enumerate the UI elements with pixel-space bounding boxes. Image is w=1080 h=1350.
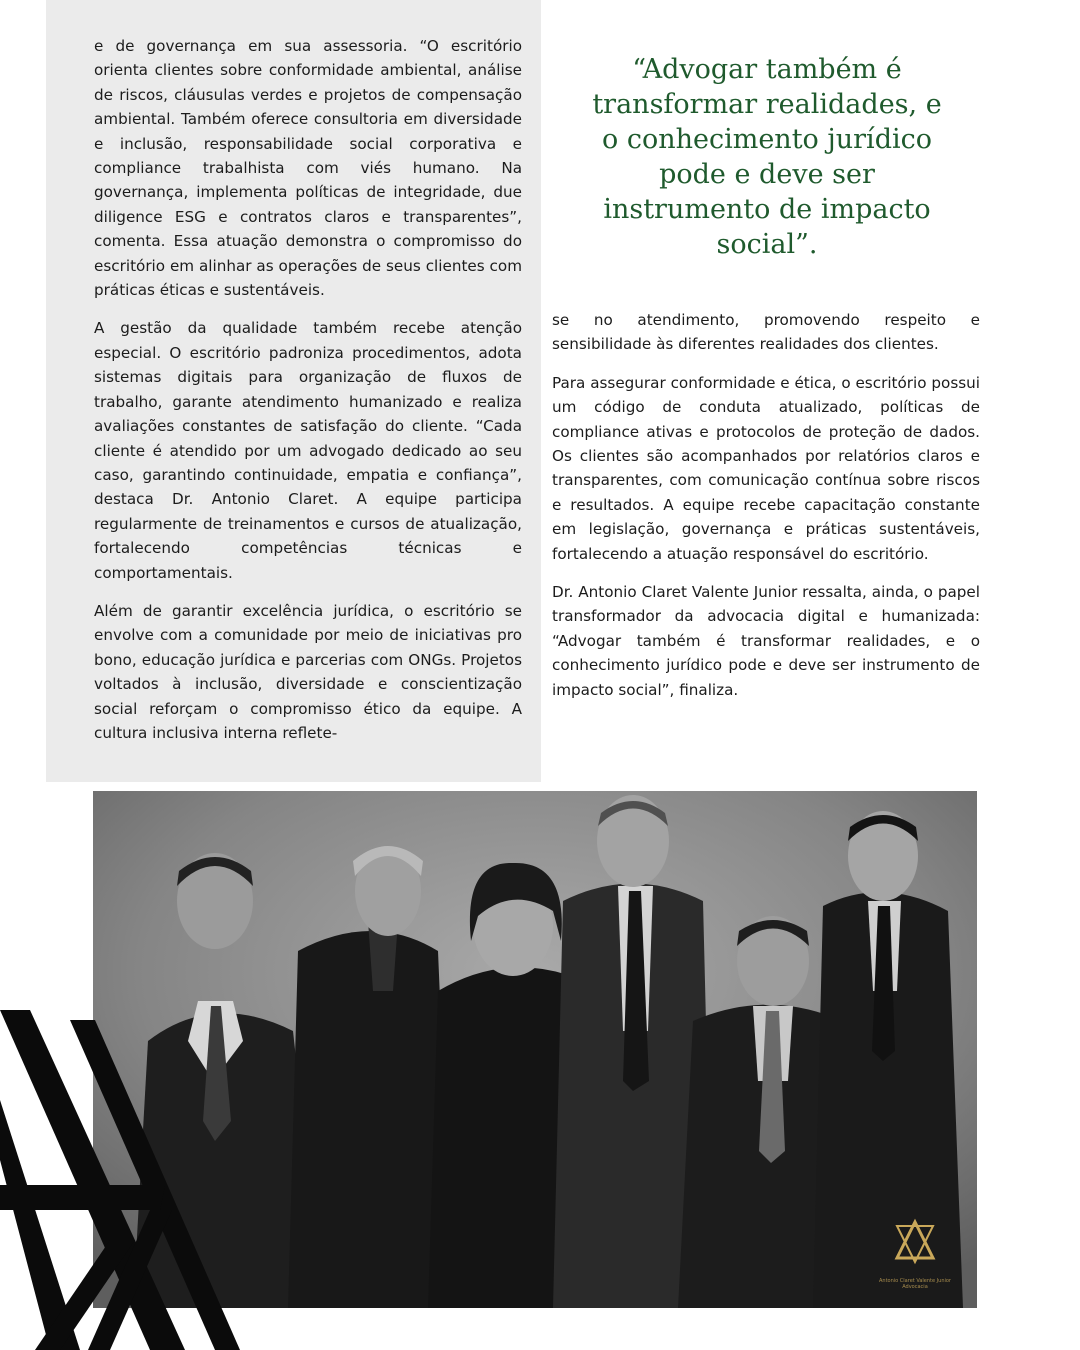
firm-emblem-icon: [891, 1218, 939, 1266]
right-text-column: [552, 308, 980, 716]
ax-logo-icon: [0, 1010, 240, 1350]
paragraph: Para assegurar conformidade e ética, o escritório possui um código de conduta atualizado, políticas de compliance ativas e protocolos de proteção de dados. Os clientes são acompanhados por relatórios claros e transparentes, com comunicação contínua sobre riscos e resultados. A equipe recebe capacitação constante em legislação, governança e práticas sustentáveis, fortalecendo a atuação responsável do escritório.: [552, 373, 980, 563]
paragraph: e de governança em sua assessoria. “O escritório orienta clientes sobre conformidade ambiental, análise de riscos, cláusulas verdes e projetos de compensação ambiental. Também oferece consultoria em diversidade e inclusão, responsabilidade social corporativa e compliance trabalhista com viés humano. Na governança, implementa políticas de integridade, due diligence ESG e contratos claros e transparentes”, comenta. Essa atuação demonstra o compromisso do escritório em alinhar as operações de seus clientes com práticas éticas e sustentáveis.: [94, 37, 522, 300]
paragraph: se no atendimento, promovendo respeito e sensibilidade às diferentes realidades dos clientes.: [552, 311, 980, 354]
paragraph: Dr. Antonio Claret Valente Junior ressalta, ainda, o papel transformador da advocacia digital e humanizada: “Advogar também é transformar realidades, e o conhecimento jurídico pode e deve ser instrumento de impacto social”, finaliza.: [552, 583, 980, 699]
paragraph: A gestão da qualidade também recebe atenção especial. O escritório padroniza procedimentos, adota sistemas digitais para organização de fluxos de trabalho, garante atendimento humanizado e realiza avaliações constantes de satisfação do cliente. “Cada cliente é atendido por um advogado dedicado ao seu caso, garantindo continuidade, empatia e confiança”, destaca Dr. Antonio Claret. A equipe participa regularmente de treinamentos e cursos de atualização, fortalecendo competências técnicas e comportamentais.: [94, 319, 522, 582]
pull-quote: “Advogar também é transformar realidades, e o conhecimento jurídico pode e deve ser instrumento de impacto social”.: [592, 54, 942, 260]
emblem-caption: Antonio Claret Valente Junior Advocacia: [878, 1278, 951, 1290]
left-text-column: [94, 34, 522, 759]
paragraph: Além de garantir excelência jurídica, o escritório se envolve com a comunidade por meio de iniciativas pro bono, educação jurídica e parcerias com ONGs. Projetos voltados à inclusão, diversidade e conscientização social reforçam o compromisso ético da equipe. A cultura inclusiva interna reflete-: [94, 601, 522, 742]
